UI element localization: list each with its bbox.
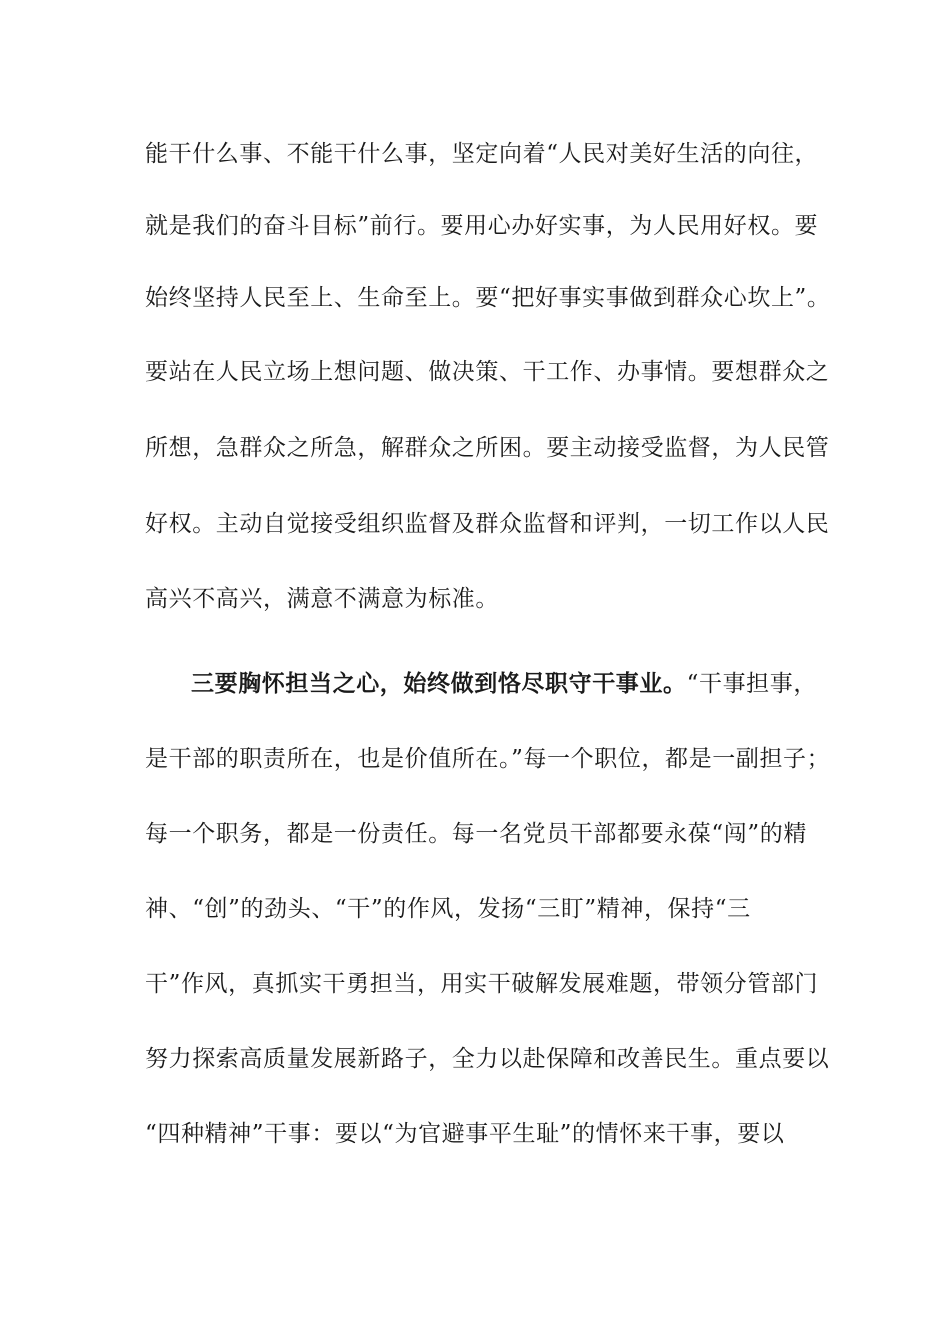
paragraph-1-line-6: 好权。主动自觉接受组织监督及群众监督和评判，一切工作以人民 (145, 511, 830, 537)
section-heading: 三要胸怀担当之心，始终做到恪尽职守干事业。 (191, 670, 687, 697)
paragraph-2-line-1 (191, 669, 851, 699)
paragraph-1-line-1: 能干什么事、不能干什么事，坚定向着“人民对美好生活的向往， (145, 141, 819, 167)
paragraph-1-line-2: 就是我们的奋斗目标”前行。要用心办好实事，为人民用好权。要 (145, 213, 819, 239)
paragraph-2-line-4: 神、“创”的劲头、“干”的作风，发扬“三盯”精神，保持“三 (145, 896, 751, 922)
paragraph-2-line-3: 每一个职务，都是一份责任。每一名党员干部都要永葆“闯”的精 (145, 821, 807, 847)
paragraph-2-line-2: 是干部的职责所在，也是价值所在。”每一个职位，都是一副担子； (145, 746, 831, 772)
paragraph-2-line-5: 干”作风，真抓实干勇担当，用实干破解发展难题，带领分管部门 (145, 971, 819, 997)
paragraph-2-line-1-text: “干事担事， (686, 671, 817, 697)
paragraph-1-line-5: 所想，急群众之所急，解群众之所困。要主动接受监督，为人民管 (145, 435, 830, 461)
paragraph-1-line-3: 始终坚持人民至上、生命至上。要“把好事实事做到群众心坎上”。 (145, 285, 831, 311)
paragraph-2-line-7: “四种精神”干事：要以“为官避事平生耻”的情怀来干事，要以 (145, 1121, 785, 1147)
paragraph-1-line-4: 要站在人民立场上想问题、做决策、干工作、办事情。要想群众之 (145, 359, 830, 385)
paragraph-1-line-7: 高兴不高兴，满意不满意为标准。 (145, 586, 499, 612)
paragraph-2-line-6: 努力探索高质量发展新路子，全力以赴保障和改善民生。重点要以 (145, 1046, 830, 1072)
